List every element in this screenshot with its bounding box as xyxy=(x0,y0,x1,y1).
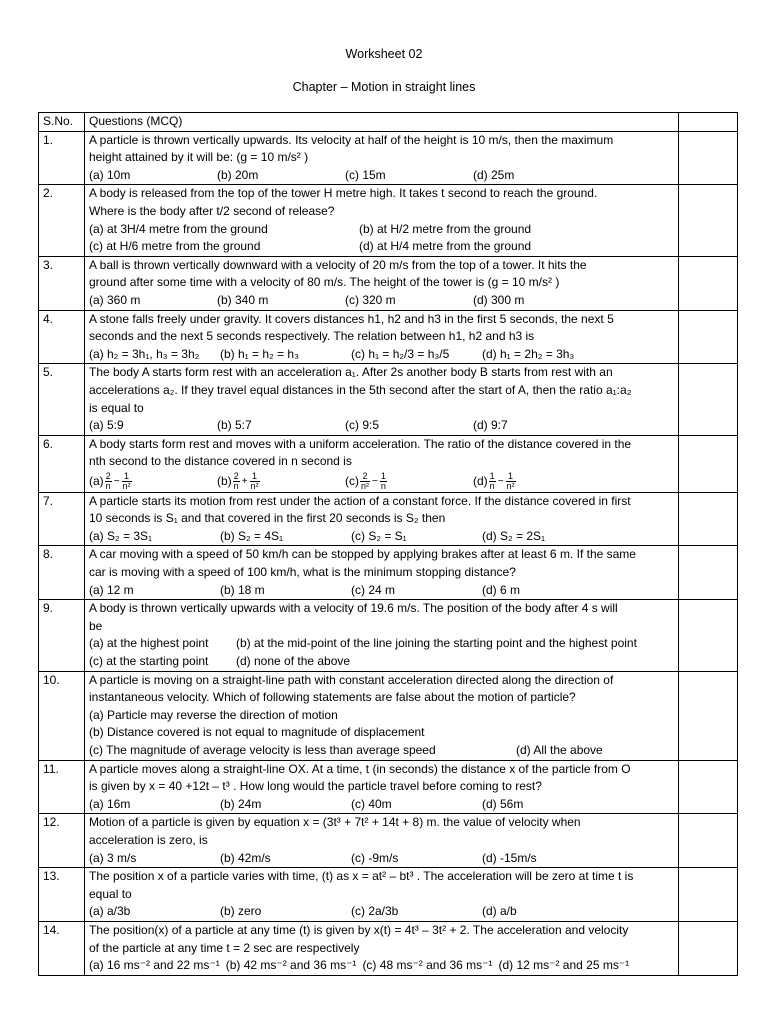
options-row xyxy=(89,850,674,868)
option-b[interactable]: (b) h₁ = h₂ = h₃ xyxy=(220,346,299,361)
options-row xyxy=(89,238,674,256)
option-a[interactable]: (a) 16 ms⁻² and 22 ms⁻¹ xyxy=(89,958,220,973)
question-number: 8. xyxy=(39,546,85,600)
options-row xyxy=(89,528,674,546)
question-text: be xyxy=(89,618,103,633)
option-a[interactable]: (a) Particle may reverse the direction of motion xyxy=(89,707,338,722)
option-c[interactable]: (c) S₂ = S₁ xyxy=(351,528,407,543)
option-b[interactable] xyxy=(217,471,345,492)
question-text: is equal to xyxy=(89,400,144,415)
answer-cell[interactable] xyxy=(679,131,738,185)
options-row xyxy=(89,417,674,435)
question-number: 5. xyxy=(39,364,85,435)
options-row xyxy=(89,221,674,239)
question-row xyxy=(39,868,738,922)
question-number: 12. xyxy=(39,814,85,868)
question-cell xyxy=(85,921,679,975)
options-row xyxy=(89,635,674,653)
question-row xyxy=(39,435,738,492)
denominator: n² xyxy=(250,481,259,492)
option-d[interactable]: (d) at H/4 metre from the ground xyxy=(359,239,532,254)
option-a[interactable]: (a) at the highest point xyxy=(89,636,209,651)
question-cell xyxy=(85,546,679,600)
denominator: n xyxy=(233,481,239,492)
numerator: 2 xyxy=(360,472,370,482)
option-d[interactable]: (d) S₂ = 2S₁ xyxy=(482,528,546,543)
option-label: (a) xyxy=(89,473,104,488)
column-header-questions: Questions (MCQ) xyxy=(85,113,679,132)
option-a[interactable]: (a) 10m xyxy=(89,167,131,182)
option-b[interactable]: (b) S₂ = 4S₁ xyxy=(220,528,284,543)
question-text: seconds and the next 5 seconds respectively. The relation between h1, h2 and h3 is xyxy=(89,329,535,344)
question-text: accelerations a₂. If they travel equal distances in the 5th second after the start of A, then the ratio a₁:a₂ xyxy=(89,382,632,397)
numerator: 1 xyxy=(489,471,495,482)
option-c[interactable]: (c) 48 ms⁻² and 36 ms⁻¹ xyxy=(362,958,493,973)
option-d[interactable]: (d) none of the above xyxy=(236,654,351,669)
options-row xyxy=(89,796,674,814)
option-c[interactable]: (c) -9m/s xyxy=(351,850,399,865)
option-c[interactable]: (c) 320 m xyxy=(345,292,396,307)
options-row xyxy=(89,742,674,760)
question-text: A particle is thrown vertically upwards. Its velocity at half of the height is 10 m/s, then the maximum xyxy=(89,132,614,147)
question-row xyxy=(39,921,738,975)
answer-cell[interactable] xyxy=(679,546,738,600)
question-number: 3. xyxy=(39,256,85,310)
question-row xyxy=(39,546,738,600)
option-label: (c) xyxy=(345,473,359,488)
answer-cell[interactable] xyxy=(679,671,738,760)
question-row xyxy=(39,131,738,185)
option-a[interactable]: (a) 5:9 xyxy=(89,418,124,433)
option-label: (b) xyxy=(217,473,232,488)
denominator: n² xyxy=(361,481,370,492)
option-d[interactable]: (d) a/b xyxy=(482,904,517,919)
question-cell xyxy=(85,310,679,364)
answer-cell[interactable] xyxy=(679,600,738,671)
question-text: Where is the body after t/2 second of release? xyxy=(89,203,335,218)
operator: − xyxy=(113,475,120,487)
fraction xyxy=(122,472,132,491)
numerator: 2 xyxy=(233,471,239,482)
question-cell xyxy=(85,256,679,310)
question-cell xyxy=(85,131,679,185)
question-row xyxy=(39,492,738,546)
option-d[interactable]: (d) 56m xyxy=(482,796,524,811)
option-b[interactable]: (b) zero xyxy=(220,904,262,919)
question-number: 14. xyxy=(39,921,85,975)
column-header-sno: S.No. xyxy=(39,113,85,132)
option-c[interactable]: (c) 9:5 xyxy=(345,418,380,433)
denominator: n xyxy=(380,481,386,492)
answer-cell[interactable] xyxy=(679,185,738,256)
numerator: 1 xyxy=(380,471,386,482)
option-d[interactable]: (d) h₁ = 2h₂ = 3h₃ xyxy=(482,346,575,361)
operator: − xyxy=(497,475,504,487)
option-b[interactable]: (b) 340 m xyxy=(217,292,269,307)
option-label: (d) xyxy=(473,473,488,488)
option-d[interactable]: (d) 12 ms⁻² and 25 ms⁻¹ xyxy=(498,958,630,973)
question-row xyxy=(39,256,738,310)
question-text: A particle starts its motion from rest under the action of a constant force. If the distance covered in first xyxy=(89,493,631,508)
option-c[interactable]: (c) at the starting point xyxy=(89,654,209,669)
question-text: The position x of a particle varies with time, (t) as x = at² – bt³ . The acceleration will be zero at time t is xyxy=(89,869,634,884)
question-text: The body A starts form rest with an acceleration a₁. After 2s another body B starts from rest with an xyxy=(89,365,613,380)
answer-cell[interactable] xyxy=(679,256,738,310)
option-b[interactable]: (b) at H/2 metre from the ground xyxy=(359,221,532,236)
operator: − xyxy=(372,475,378,487)
denominator: n² xyxy=(122,481,131,492)
option-c[interactable] xyxy=(345,471,473,492)
question-number: 4. xyxy=(39,310,85,364)
question-text: 10 seconds is S₁ and that covered in the first 20 seconds is S₂ then xyxy=(89,511,446,526)
answer-cell[interactable] xyxy=(679,760,738,814)
question-number: 6. xyxy=(39,435,85,492)
numerator: 2 xyxy=(105,471,111,482)
fraction xyxy=(360,472,370,491)
fraction xyxy=(105,472,112,491)
answer-cell[interactable] xyxy=(679,435,738,492)
answer-cell[interactable] xyxy=(679,492,738,546)
answer-cell[interactable] xyxy=(679,814,738,868)
question-text: acceleration is zero, is xyxy=(89,832,208,847)
option-a[interactable] xyxy=(89,471,217,492)
question-text: A ball is thrown vertically downward with a velocity of 20 m/s from the top of a tower. It hits the xyxy=(89,257,587,272)
question-row xyxy=(39,310,738,364)
fraction xyxy=(506,472,516,491)
option-d[interactable] xyxy=(473,471,601,492)
question-row xyxy=(39,814,738,868)
option-d[interactable]: (d) 25m xyxy=(473,167,515,182)
option-c[interactable]: (c) h₁ = h₂/3 = h₃/5 xyxy=(351,346,450,361)
option-a[interactable]: (a) 12 m xyxy=(89,582,134,597)
denominator: n xyxy=(489,481,495,492)
question-number: 1. xyxy=(39,131,85,185)
option-c[interactable]: (c) 40m xyxy=(351,796,392,811)
question-cell xyxy=(85,435,679,492)
option-b[interactable]: (b) 5:7 xyxy=(217,418,252,433)
question-text: nth second to the distance covered in n second is xyxy=(89,454,352,469)
question-cell xyxy=(85,185,679,256)
option-b[interactable]: (b) at the mid-point of the line joining the starting point and the highest point xyxy=(236,636,637,651)
option-d[interactable]: (d) 9:7 xyxy=(473,418,508,433)
question-cell xyxy=(85,868,679,922)
option-d[interactable]: (d) All the above xyxy=(516,743,603,758)
option-b[interactable]: (b) 42m/s xyxy=(220,850,271,865)
question-cell xyxy=(85,760,679,814)
question-number: 11. xyxy=(39,760,85,814)
option-c[interactable]: (c) 2a/3b xyxy=(351,904,399,919)
chapter-title: Chapter – Motion in straight lines xyxy=(292,80,476,94)
question-row xyxy=(39,600,738,671)
options-row xyxy=(89,292,674,310)
option-c[interactable]: (c) The magnitude of average velocity is less than average speed xyxy=(89,743,436,758)
option-a[interactable]: (a) 16m xyxy=(89,796,131,811)
option-a[interactable]: (a) h₂ = 3h₁, h₃ = 3h₂ xyxy=(89,346,200,361)
question-text: A particle is moving on a straight-line path with constant acceleration directed along the direction of xyxy=(89,672,614,687)
question-text: A body starts form rest and moves with a uniform acceleration. The ratio of the distance covered in the xyxy=(89,436,632,451)
question-row xyxy=(39,364,738,435)
question-cell xyxy=(85,671,679,760)
question-text: height attained by it will be: (g = 10 m/s² ) xyxy=(89,150,309,165)
numerator: 1 xyxy=(250,472,260,482)
option-a[interactable]: (a) 3 m/s xyxy=(89,850,137,865)
option-b[interactable]: (b) 20m xyxy=(217,167,259,182)
question-text: A car moving with a speed of 50 km/h can be stopped by applying brakes after at least 6 m. If the same xyxy=(89,547,636,562)
option-b[interactable]: (b) Distance covered is not equal to magnitude of displacement xyxy=(89,725,425,740)
table-header-row xyxy=(39,113,738,132)
options-row xyxy=(89,471,674,492)
question-number: 2. xyxy=(39,185,85,256)
question-text: A body is thrown vertically upwards with a velocity of 19.6 m/s. The position of the body after 4 s will xyxy=(89,601,618,616)
fraction xyxy=(489,472,496,491)
option-a[interactable]: (a) 360 m xyxy=(89,292,141,307)
column-header-answer xyxy=(679,113,738,132)
fraction xyxy=(380,472,387,491)
worksheet-title: Worksheet 02 xyxy=(345,47,423,61)
numerator: 1 xyxy=(122,472,132,482)
question-text: ground after some time with a velocity of 80 m/s. The height of the tower is (g = 10 m/s² ) xyxy=(89,275,560,290)
question-cell xyxy=(85,364,679,435)
question-number: 13. xyxy=(39,868,85,922)
question-text: Motion of a particle is given by equation x = (3t³ + 7t² + 14t + 8) m. the value of velocity when xyxy=(89,815,581,830)
question-row xyxy=(39,671,738,760)
options-row xyxy=(89,346,674,364)
question-text: of the particle at any time t = 2 sec are respectively xyxy=(89,940,360,955)
question-text: A particle moves along a straight-line OX. At a time, t (in seconds) the distance x of the particle from O xyxy=(89,761,631,776)
question-text: A stone falls freely under gravity. It covers distances h1, h2 and h3 in the first 5 seconds, the next 5 xyxy=(89,311,614,326)
option-a[interactable]: (a) a/3b xyxy=(89,904,131,919)
option-a[interactable]: (a) at 3H/4 metre from the ground xyxy=(89,221,268,236)
option-b[interactable]: (b) 42 ms⁻² and 36 ms⁻¹ xyxy=(225,958,357,973)
question-text: instantaneous velocity. Which of following statements are false about the motion of particle? xyxy=(89,690,576,705)
options-row xyxy=(89,903,674,921)
answer-cell[interactable] xyxy=(679,868,738,922)
question-number: 9. xyxy=(39,600,85,671)
numerator: 1 xyxy=(506,472,516,482)
question-text: is given by x = 40 +12t – t³ . How long would the particle travel before coming to rest? xyxy=(89,779,542,794)
question-row xyxy=(39,185,738,256)
option-c[interactable]: (c) at H/6 metre from the ground xyxy=(89,239,261,254)
answer-cell[interactable] xyxy=(679,921,738,975)
option-c[interactable]: (c) 15m xyxy=(345,167,386,182)
denominator: n² xyxy=(506,481,515,492)
options-row xyxy=(89,167,674,185)
question-row xyxy=(39,760,738,814)
options-row xyxy=(89,582,674,600)
question-number: 10. xyxy=(39,671,85,760)
question-text: car is moving with a speed of 100 km/h, what is the minimum stopping distance? xyxy=(89,565,516,580)
options-row xyxy=(89,653,674,671)
answer-cell[interactable] xyxy=(679,310,738,364)
operator: + xyxy=(241,475,248,487)
fraction xyxy=(250,472,260,491)
option-d[interactable]: (d) -15m/s xyxy=(482,850,537,865)
option-c[interactable]: (c) 24 m xyxy=(351,582,396,597)
fraction xyxy=(233,472,240,491)
answer-cell[interactable] xyxy=(679,364,738,435)
question-number: 7. xyxy=(39,492,85,546)
question-cell xyxy=(85,600,679,671)
options-row xyxy=(89,957,674,975)
option-d[interactable]: (d) 300 m xyxy=(473,292,525,307)
option-b[interactable]: (b) 24m xyxy=(220,796,262,811)
question-text: A body is released from the top of the tower H metre high. It takes t second to reach the ground. xyxy=(89,186,598,201)
question-text: equal to xyxy=(89,886,132,901)
question-cell xyxy=(85,814,679,868)
option-d[interactable]: (d) 6 m xyxy=(482,582,521,597)
denominator: n xyxy=(105,481,111,492)
question-cell xyxy=(85,492,679,546)
option-a[interactable]: (a) S₂ = 3S₁ xyxy=(89,528,153,543)
option-b[interactable]: (b) 18 m xyxy=(220,582,265,597)
questions-table xyxy=(38,112,738,976)
question-text: The position(x) of a particle at any time (t) is given by x(t) = 4t³ – 3t² + 2. The acceleration and velocity xyxy=(89,922,629,937)
